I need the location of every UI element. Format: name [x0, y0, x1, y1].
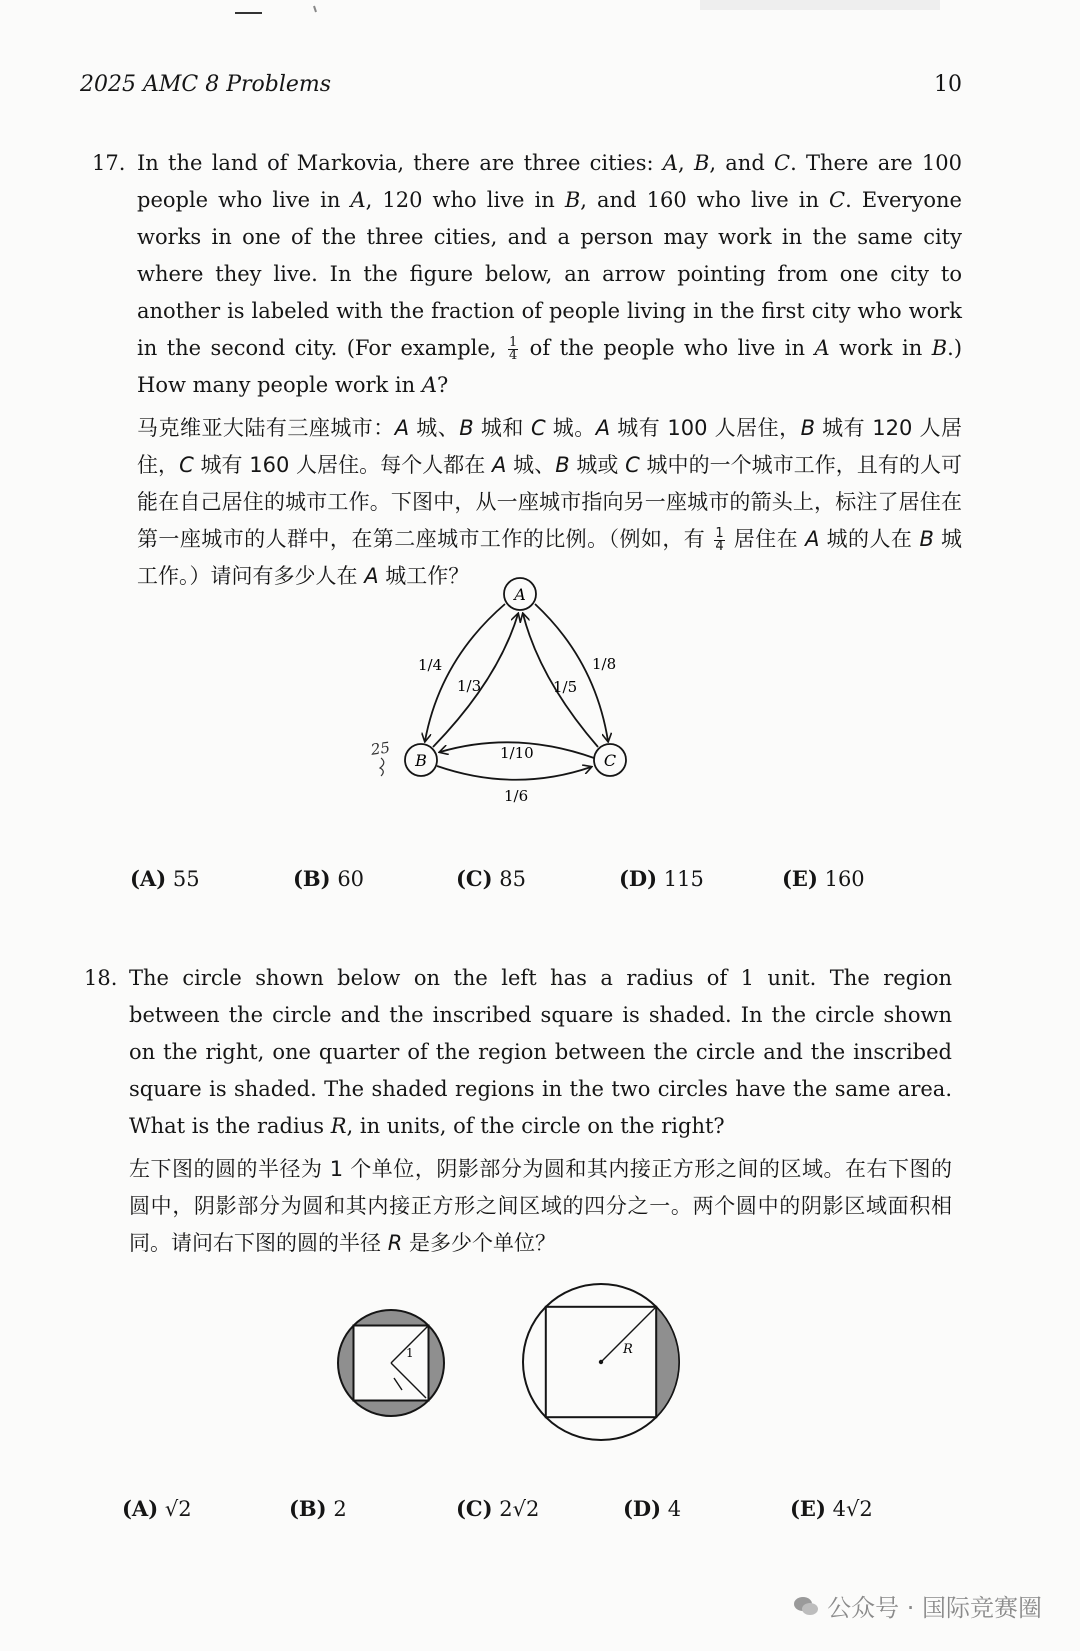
- handwritten-mark: [380, 758, 384, 776]
- handwritten-scribble: 25: [369, 738, 392, 759]
- wechat-icon: [793, 1595, 819, 1617]
- node-b-label: B: [415, 751, 427, 770]
- problem-18-chinese: 左下图的圆的半径为 1 个单位，阴影部分为圆和其内接正方形之间的区域。在右下图的圆中，阴影部分为圆和其内接正方形之间区域的四分之一。两个圆中的阴影区域面积相同。请问右下图的圆的半径 R 是多少个单位？: [129, 1157, 952, 1255]
- problem-17: [92, 145, 962, 595]
- problem-17-chinese: 马克维亚大陆有三座城市：A 城、B 城和 C 城。A 城有 100 人居住，B 城有 120 人居住，C 城有 160 人居住。每个人都在 A 城、B 城或 C 城中的一个城市工作，且有的人可能在自己居住的城市工作。下图中，从一座城市指向另一座城市的箭头上，标注了居住在第一座城市的人群中，在第二座城市工作的比例。（例如，有 $\frac{1}{4}$ 居住在 A 城的人在 B 城工作。）请问有多少人在 A 城工作？: [137, 416, 962, 588]
- choice-17-e[interactable]: (E) 160: [782, 866, 865, 891]
- page-title: 2025 AMC 8 Problems: [80, 72, 332, 97]
- watermark: [793, 1588, 1042, 1623]
- page-number: 10: [934, 72, 962, 97]
- node-a-label: A: [514, 585, 526, 604]
- problem-17-english: 17. In the land of Markovia, there are three cities: A, B, and C. There are 100 people who live in A, 120 who live in B, and 160 who live in C. Everyone works in one of the three cities, and a person may work in the same city where they live. In the figure below, an arrow pointing from one city to another is labeled with the fraction of people living in the first city who work in the second city. (For example, $\frac{1}{4}$ of the people who live in A work in B.) How many people work in A?: [92, 145, 962, 404]
- right-center-point: [599, 1360, 603, 1364]
- choice-17-a[interactable]: (A) 55: [130, 866, 200, 891]
- city-flow-diagram: [355, 575, 655, 815]
- problem-18-choices: [122, 1496, 910, 1521]
- choice-17-b[interactable]: (B) 60: [293, 866, 365, 891]
- top-scan-marks: [0, 0, 1080, 20]
- label-c-to-a: 1/5: [553, 678, 578, 696]
- choice-18-d[interactable]: (D) 4: [623, 1496, 682, 1521]
- label-c-to-b: 1/10: [500, 744, 534, 762]
- choice-17-c[interactable]: (C) 85: [456, 866, 527, 891]
- label-b-to-c: 1/6: [504, 787, 529, 805]
- watermark-text: 公众号 · 国际竞赛圈: [827, 1594, 1042, 1622]
- problem-18: [84, 960, 952, 1262]
- fraction-one-quarter: $\frac{1}{4}$: [508, 335, 518, 363]
- choice-17-d[interactable]: (D) 115: [619, 866, 704, 891]
- label-a-to-b: 1/4: [418, 656, 443, 674]
- label-b-to-a: 1/3: [457, 677, 482, 695]
- right-radius-label: R: [623, 1342, 633, 1357]
- choice-18-e[interactable]: (E) 4√2: [790, 1496, 873, 1521]
- problem-18-english: 18. The circle shown below on the left has a radius of 1 unit. The region between the circle and the inscribed square is shaded. In the circle shown on the right, one quarter of the region between the circle and the inscribed square is shaded. The shaded regions in the two circles have the same area. What is the radius R, in units, of the circle on the right?: [84, 960, 952, 1145]
- arrow-b-to-c: [437, 766, 591, 780]
- choice-18-a[interactable]: (A) √2: [122, 1496, 192, 1521]
- node-c-label: C: [603, 751, 617, 770]
- right-shaded-segment: [656, 1307, 679, 1417]
- problem-number: 17.: [92, 151, 126, 175]
- choice-18-c[interactable]: (C) 2√2: [456, 1496, 540, 1521]
- circle-square-figures: [330, 1250, 690, 1450]
- choice-18-b[interactable]: (B) 2: [289, 1496, 347, 1521]
- problem-17-choices: [130, 866, 945, 891]
- label-a-to-c: 1/8: [592, 655, 617, 673]
- problem-number: 18.: [84, 966, 118, 990]
- page-header: [80, 72, 962, 97]
- left-radius-label: 1: [406, 1346, 414, 1360]
